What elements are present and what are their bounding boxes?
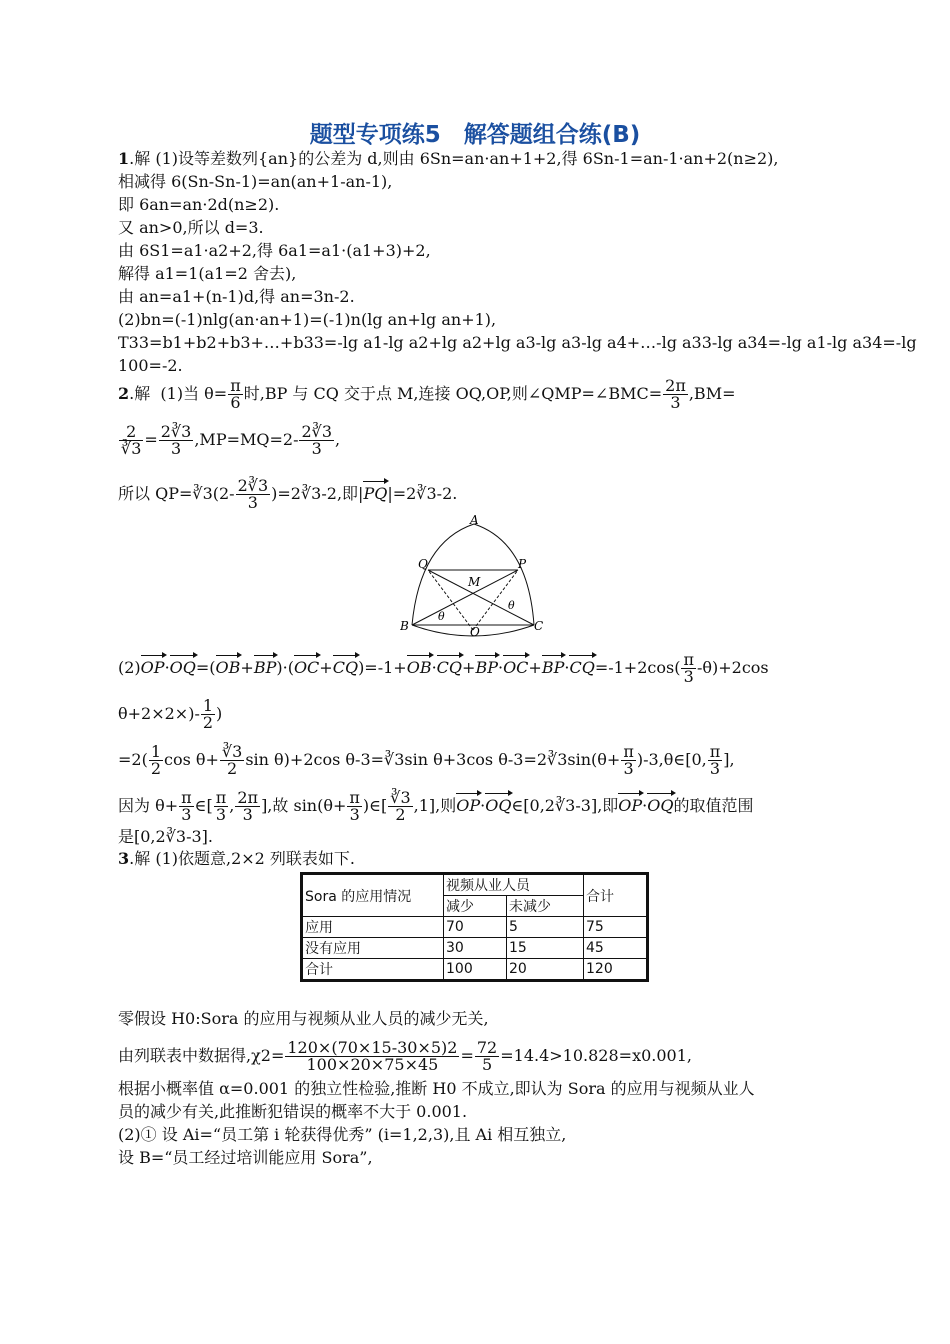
geometry-figure	[400, 512, 550, 642]
label-Q: Q	[418, 557, 428, 571]
p2-line-1: 2.解 (1)当 θ= $\frac{\pi}{6}$ 时,BP 与 CQ 交于点 M,连接 OQ,OP,则∠QMP=∠BMC= $\frac{2\pi}{3}$ ,BM=	[118, 376, 736, 412]
p3-line-5: 员的减少有关,此推断犯错误的概率不大于 0.001.	[118, 1102, 468, 1121]
p2-line-3	[118, 478, 838, 511]
frac-pi-3-e: $\frac{\pi}{3}$	[215, 788, 227, 824]
p3-line-3: 由列联表中数据得,χ2= $\frac{120\times(70\times 15-30\times 5)2}{100\times 20\times 75\times 45}$ = $\frac{72}{5}$ =14.4>10.828=x0.001,	[118, 1038, 692, 1074]
frac-sqrt3-2-b: $\frac{∛3}{2}$	[390, 788, 411, 824]
vector-BP: BP	[254, 654, 277, 679]
contingency-table	[300, 872, 649, 982]
p2-number: 2	[118, 384, 130, 403]
frac-2pi-3: $\frac{2\pi}{3}$	[665, 376, 686, 412]
p2-text-1b: 时,BP 与 CQ 交于点 M,连接 OQ,OP,则∠QMP=∠BMC=	[243, 384, 663, 403]
label-theta-2: θ	[508, 599, 515, 612]
vector-OQ: OQ	[170, 654, 196, 679]
frac-pi-3-c: $\frac{\pi}{3}$	[709, 742, 721, 778]
p1-line-5: 由 6S1=a1·a2+2,得 6a1=a1·(a1+3)+2,	[118, 241, 431, 260]
p2-label: 解	[134, 384, 151, 403]
frac-pi-3-a: $\frac{\pi}{3}$	[683, 650, 694, 686]
p1-line-7: 由 an=a1+(n-1)d,得 an=3n-2.	[118, 287, 355, 306]
p2-line-5: θ+2×2×)- $\frac{1}{2}$ )	[118, 696, 223, 732]
p2-text-2b: ,MP=MQ=2-	[194, 430, 299, 449]
frac-sqrt3-2-a: $\frac{∛3}{2}$	[221, 742, 243, 778]
vector-CQ: CQ	[333, 654, 358, 679]
p3-line-4: 根据小概率值 α=0.001 的独立性检验,推断 H0 不成立,即认为 Sora 的应用与视频从业人	[118, 1079, 755, 1098]
header-total: 合计	[584, 874, 648, 917]
label-C: C	[534, 619, 544, 633]
p3-number: 3	[118, 849, 130, 868]
label-A: A	[470, 513, 479, 527]
vector-PQ: PQ	[363, 480, 387, 505]
p2-line-7: 因为 θ+ $\frac{\pi}{3}$ ∈[ $\frac{\pi}{3}$ , $\frac{2\pi}{3}$ ],故 sin(θ+ $\frac{\pi}{3}$ )∈[ $\frac{∛3}{2}$ ,1],则OP·OQ∈[0,2∛3-3],即OP·OQ的取值范围	[118, 788, 754, 824]
label-M: M	[468, 575, 481, 589]
p1-line-4: 又 an>0,所以 d=3.	[118, 218, 264, 237]
p3-line-6: (2)① 设 Ai=“员工第 i 轮获得优秀” (i=1,2,3),且 Ai 相互独立,	[118, 1125, 567, 1144]
table-row: 没有应用 30 15 45	[302, 938, 648, 959]
page-title: 题型专项练5 解答题组合练(B)	[309, 122, 641, 148]
frac-2sqrt3-3: $\frac{2∛3}{3}$	[160, 422, 192, 458]
frac-1-2-a: $\frac{1}{2}$	[202, 696, 214, 732]
frac-72-5: $\frac{72}{5}$	[476, 1038, 498, 1074]
p3-line-7: 设 B=“员工经过培训能应用 Sora”,	[118, 1148, 373, 1167]
p2-text-3a: 所以 QP=∛3(2-	[118, 484, 235, 503]
frac-pi-3-f: $\frac{\pi}{3}$	[349, 788, 360, 824]
vector-OC: OC	[294, 654, 319, 679]
p2-line-2: $\frac{2}{∛3}$ = $\frac{2∛3}{3}$ ,MP=MQ=2- $\frac{2∛3}{3}$ ,	[121, 422, 341, 458]
label-O: O	[470, 625, 480, 639]
frac-pi-6: $\frac{\pi}{6}$	[230, 376, 241, 412]
p1-line-9: T33=b1+b2+b3+…+b33=-lg a1-lg a2+lg a2+lg a3-lg a3-lg a4+…-lg a33-lg a34=-lg a1-lg a34=-lg	[118, 333, 917, 352]
p1-line-2: 相减得 6(Sn-Sn-1)=an(an+1-an-1),	[118, 172, 393, 191]
header-staff: 视频从业人员	[444, 874, 584, 896]
p2-text-3b: )=2∛3-2,即|	[271, 484, 364, 503]
p1-line-10: 100=-2.	[118, 356, 183, 375]
frac-pi-3-b: $\frac{\pi}{3}$	[623, 742, 634, 778]
p3-line-1: 3.解 (1)依题意,2×2 列联表如下.	[118, 849, 356, 868]
table-row: 应用 70 5 75	[302, 917, 648, 938]
label-theta-1: θ	[438, 610, 445, 623]
header-no-decrease: 未减少	[507, 896, 584, 917]
frac-2pi-3-b: $\frac{2\pi}{3}$	[237, 788, 259, 824]
p1-line-3: 即 6an=an·2d(n≥2).	[118, 195, 280, 214]
p2-text-1a: (1)当 θ=	[160, 384, 228, 403]
vector-OB: OB	[216, 654, 241, 679]
frac-2sqrt3-3-b: $\frac{2∛3}{3}$	[301, 422, 333, 458]
header-app: Sora 的应用情况	[302, 874, 444, 917]
p2-text-3c: |=2∛3-2.	[387, 484, 458, 503]
p3-line-2: 零假设 H0:Sora 的应用与视频从业人员的减少无关,	[118, 1009, 489, 1028]
label-B: B	[400, 619, 409, 633]
header-decrease: 减少	[444, 896, 507, 917]
frac-2sqrt3-3-c: $\frac{2∛3}{3}$	[237, 476, 269, 512]
p1-text-1: 解 (1)设等差数列{an}的公差为 d,则由 6Sn=an·an+1+2,得 6Sn-1=an-1·an+2(n≥2),	[134, 149, 779, 168]
frac-2-sqrt3: $\frac{2}{∛3}$	[121, 422, 142, 458]
frac-pi-3-d: $\frac{\pi}{3}$	[181, 788, 192, 824]
p1-number: 1	[118, 149, 130, 168]
p1-line-1: 1.解 (1)设等差数列{an}的公差为 d,则由 6Sn=an·an+1+2,得 6Sn-1=an-1·an+2(n≥2),	[118, 149, 779, 168]
p1-line-6: 解得 a1=1(a1=2 舍去),	[118, 264, 297, 283]
p2-text-1c: ,BM=	[688, 384, 736, 403]
p1-line-8: (2)bn=(-1)nlg(an·an+1)=(-1)n(lg an+lg an+1),	[118, 310, 497, 329]
frac-1-2-b: $\frac{1}{2}$	[150, 742, 162, 778]
table-row: 合计 100 20 120	[302, 959, 648, 981]
p2-line-6: =2( $\frac{1}{2}$ cos θ+ $\frac{∛3}{2}$ sin θ)+2cos θ-3=∛3sin θ+3cos θ-3=2∛3sin(θ+ $\frac{\pi}{3}$ )-3,θ∈[0, $\frac{\pi}{3}$ ],	[118, 742, 735, 778]
p2-line-4: (2)OP·OQ=(OB+BP)·(OC+CQ)=-1+OB·CQ+BP·OC+BP·CQ=-1+2cos( $\frac{\pi}{3}$ -θ)+2cos	[118, 650, 769, 686]
vector-OP: OP	[141, 654, 165, 679]
p2-line-8: 是[0,2∛3-3].	[118, 827, 213, 846]
frac-chi-square: $\frac{120\times(70\times 15-30\times 5)2}{100\times 20\times 75\times 45}$	[287, 1038, 458, 1074]
label-P: P	[518, 557, 527, 571]
